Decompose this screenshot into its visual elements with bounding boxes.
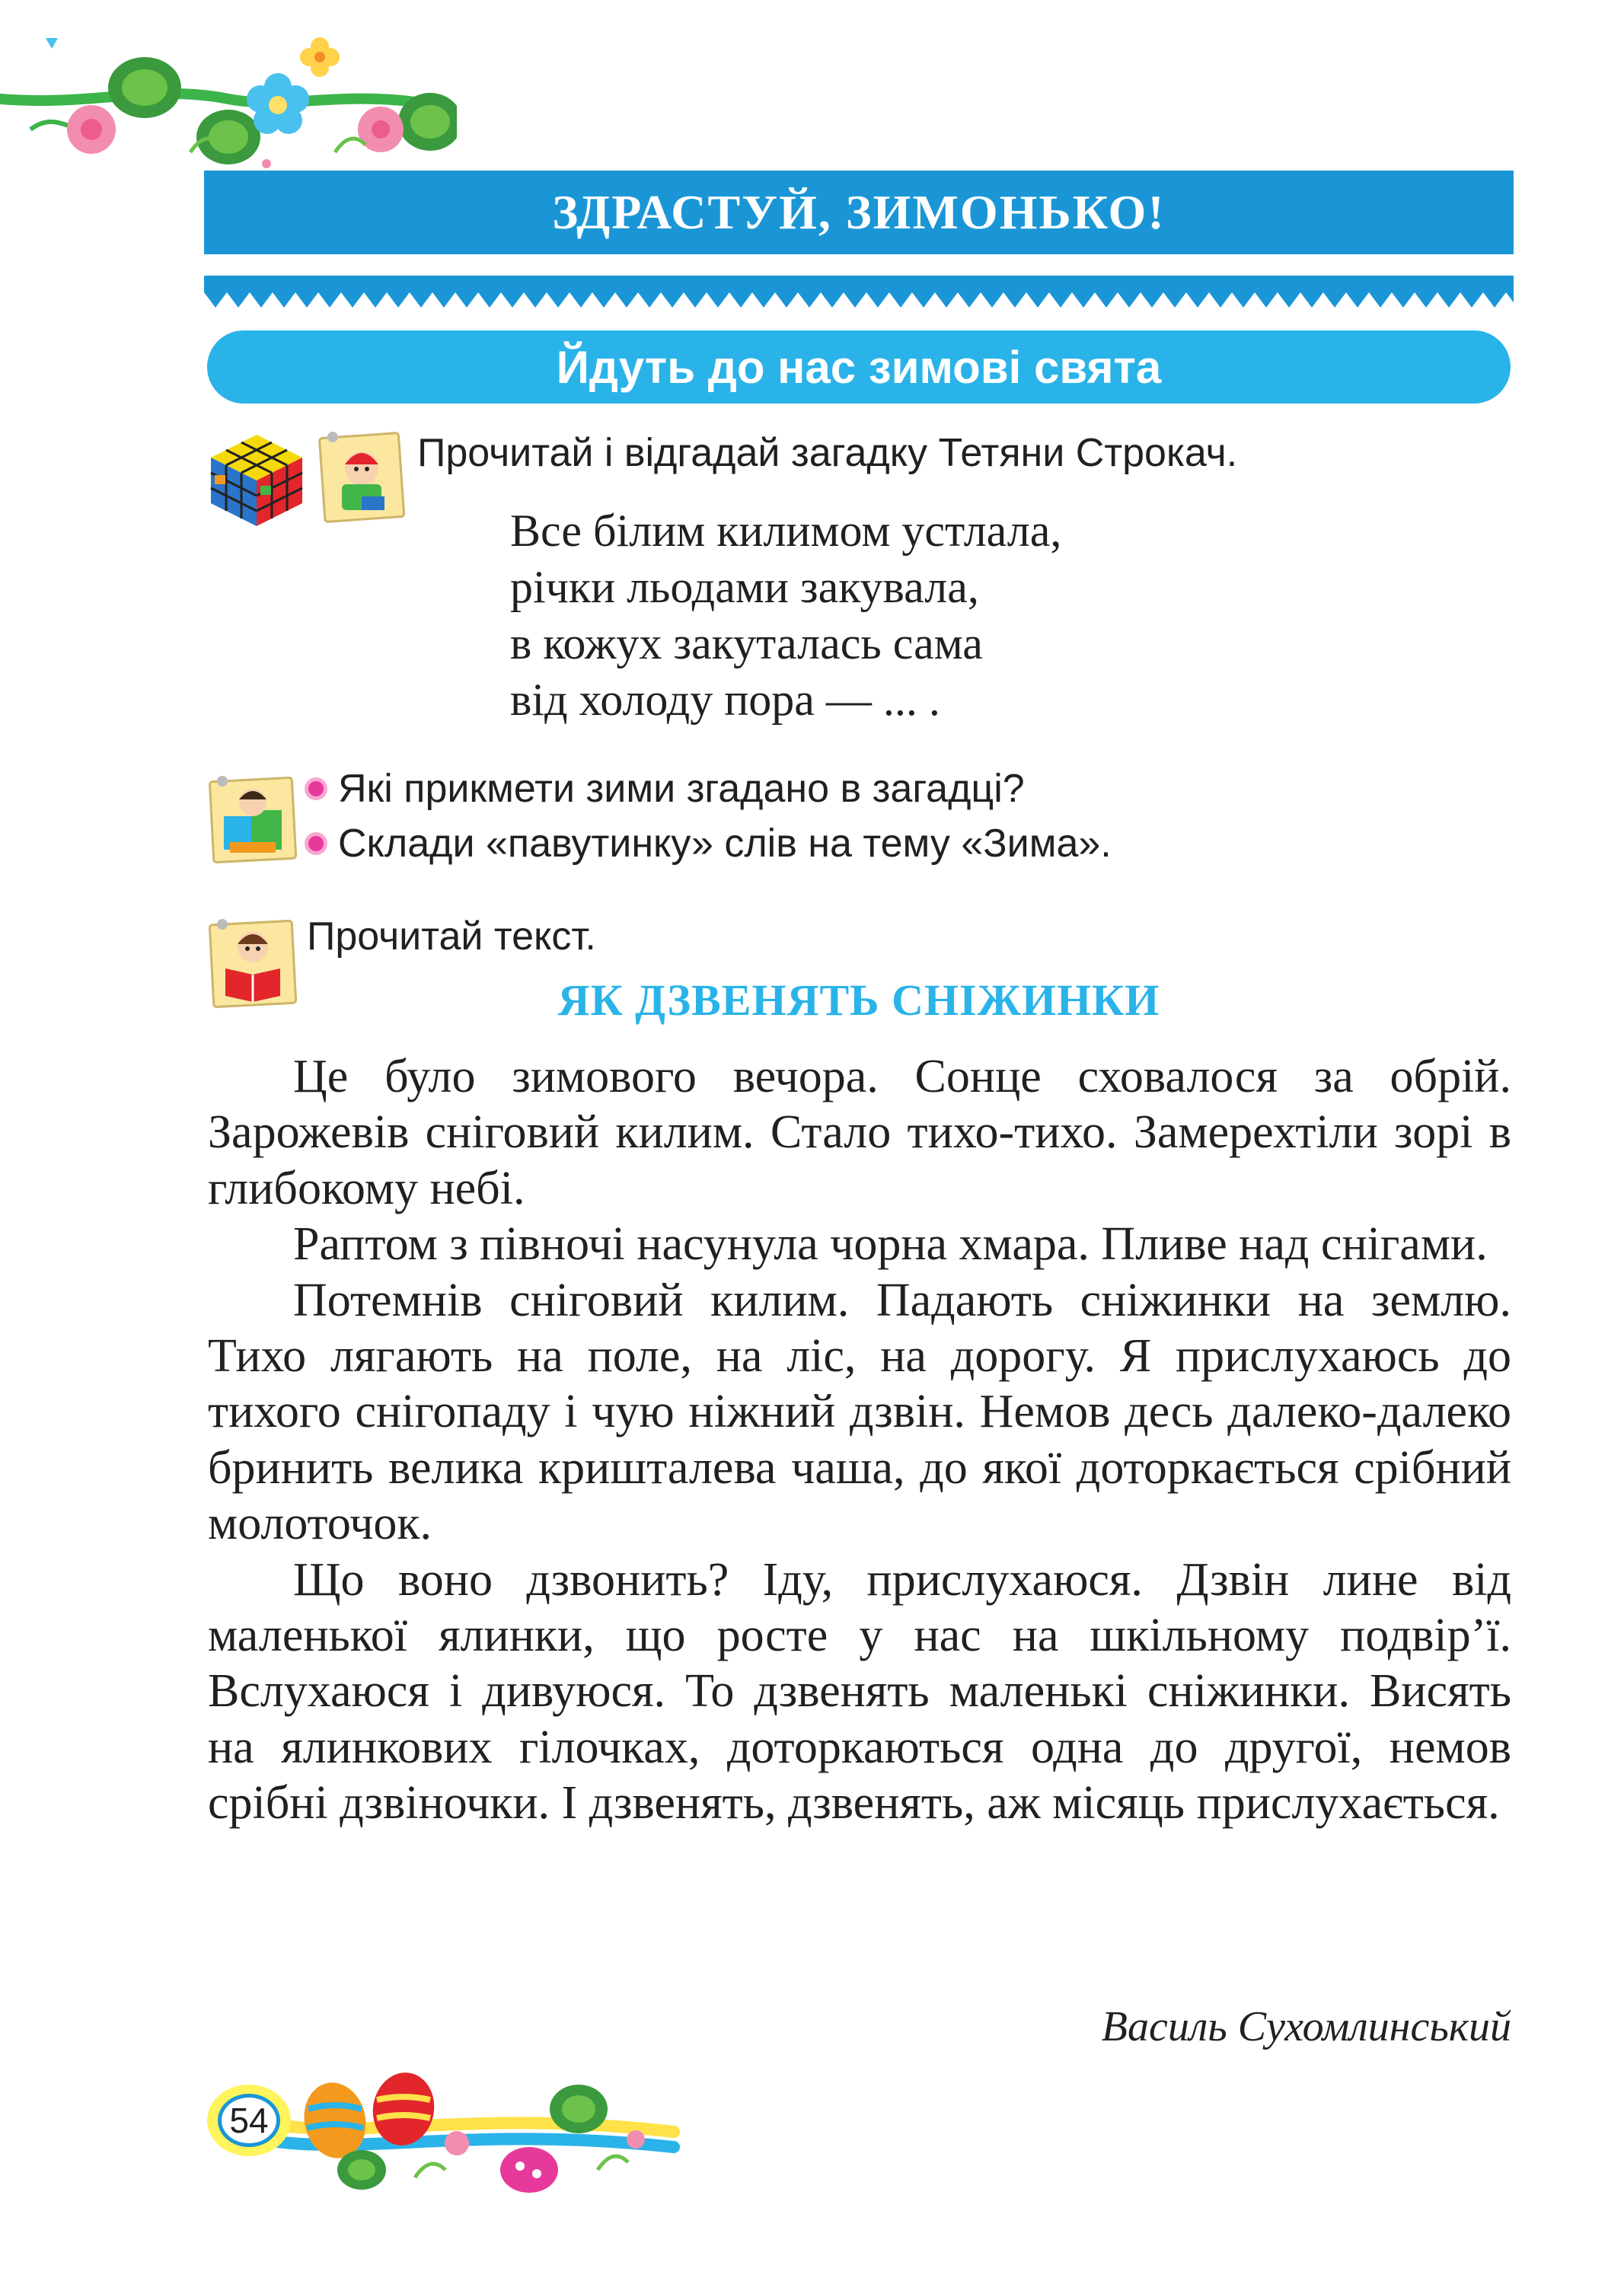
page-number-badge [207,2085,291,2156]
story-text [208,1049,1511,1832]
zigzag-divider [204,276,1514,314]
chapter-banner [204,171,1514,254]
riddle-poem [510,503,1061,728]
section-header [207,330,1511,404]
question-text: Склади «павутинку» слів на тему «Зима». [338,822,1112,866]
task2-instruction: Прочитай текст. [307,914,596,959]
rubiks-cube-icon [207,431,306,530]
books-child-icon [207,772,298,866]
bullet-icon [305,832,327,855]
riddle-line: в кожух закуталась сама [510,618,983,668]
task1-instruction: Прочитай і відгадай загадку Тетяни Строкач. [417,431,1238,475]
riddle-line: Все білим килимом устлала, [510,506,1062,556]
thinking-child-icon [316,426,407,525]
question-item [305,821,1112,866]
story-paragraph: Раптом з півночі насунула чорна хмара. Пливе над снігами. [293,1218,1488,1271]
story-paragraph: Що воно дзвонить? Іду, прислухаюся. Дзвін лине від маленької ялинки, що росте у нас на шкільному подвір’ї. Вслухаюся і дивуюся. То дзвенять маленькі сніжинки. Висять на ялинкових гілочках, доторкаються одна до другої, немов срібні дзвіночки. І дзвенять, дзвенять, аж місяць прислухається. [208,1553,1511,1830]
chapter-title: ЗДРАСТУЙ, ЗИМОНЬКО! [552,185,1166,239]
story-paragraph: Потемнів сніговий килим. Падають сніжинки на землю. Тихо лягають на поле, на ліс, на дорогу. Я прислухаюсь до тихого снігопаду і чую ніжний дзвін. Немов десь далеко-далеко бринить велика кришталева чаша, до якої доторкається срібний молоточок. [208,1274,1511,1550]
story-title: ЯК ДЗВЕНЯТЬ СНІЖИНКИ [557,975,1160,1025]
author-name: Василь Сухомлинський [1101,2003,1511,2050]
bullet-icon [305,777,327,800]
floral-branch-icon [0,15,457,183]
questions-list [305,766,1112,866]
question-text: Які прикмети зими згадано в загадці? [338,767,1025,811]
riddle-line: річки льодами закувала, [510,562,979,612]
story-paragraph: Це було зимового вечора. Сонце сховалося за обрій. Зарожевів сніговий килим. Стало тихо-тихо. Замерехтіли зорі в глибокому небі. [208,1051,1511,1214]
section-title: Йдуть до нас зимові свята [556,341,1162,393]
riddle-line: від холоду пора — ... . [510,675,940,725]
page-number: 54 [218,2094,280,2147]
question-item [305,766,1112,812]
